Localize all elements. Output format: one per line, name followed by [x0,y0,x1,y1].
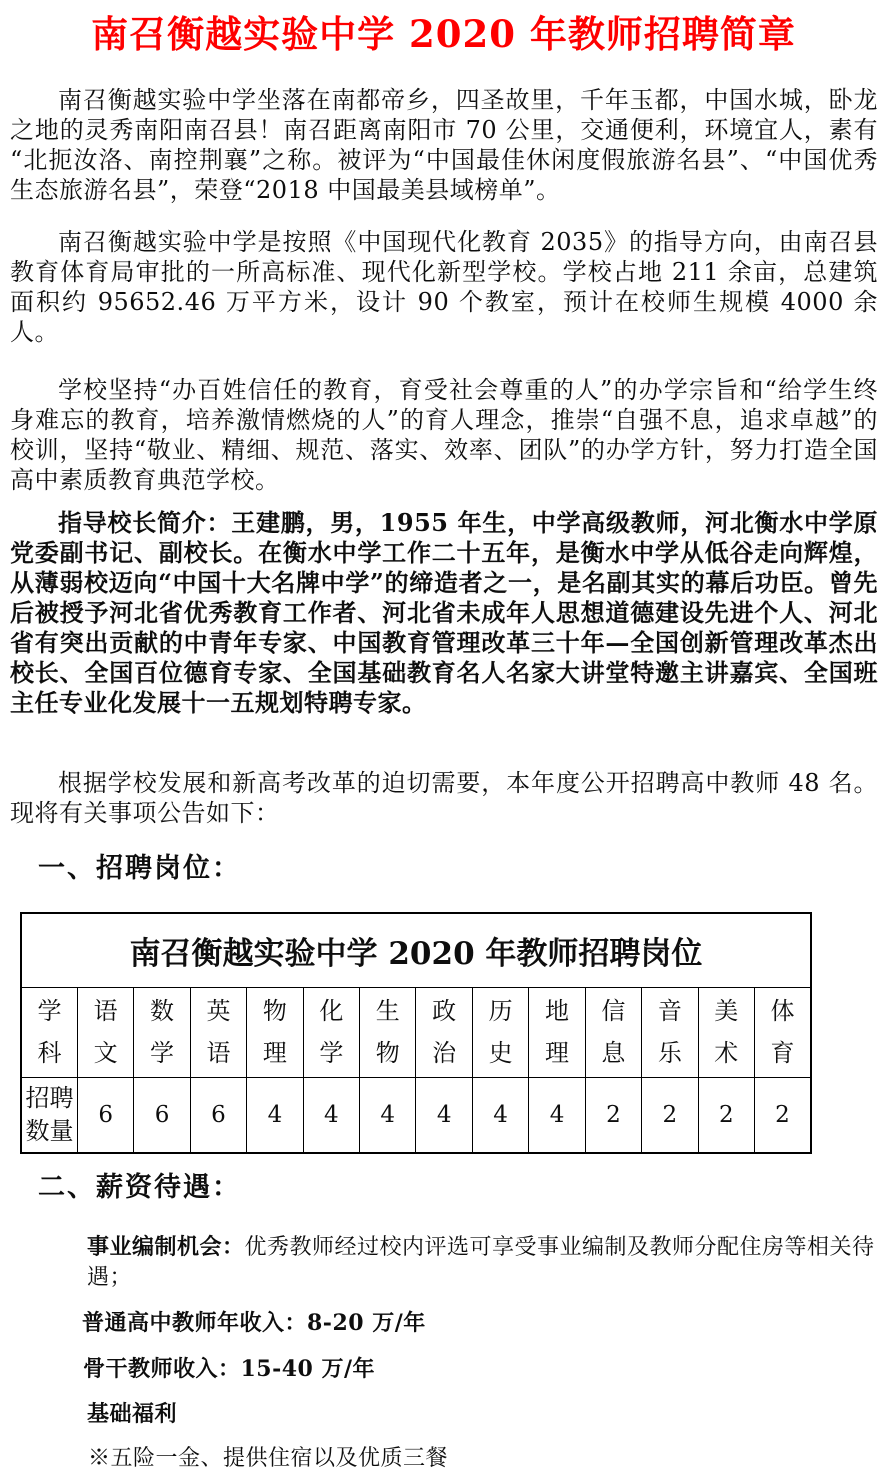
salary-item-backbone-income [83,1354,877,1385]
count-cell-pe: 2 [754,1077,811,1153]
salary-item-regular-income [82,1308,877,1339]
subject-cell-it: 信息 [585,987,641,1077]
principal-bio-paragraph: 指导校长简介：王建鹏，男，1955 年生，中学高级教师，河北衡水中学原党委副书记、副校长。在衡水中学工作二十五年，是衡水中学从低谷走向辉煌，从薄弱校迈向“中国十大名牌中学”的缔造者之一，是名副其实的幕后功臣。曾先后被授予河北省优秀教育工作者、河北省未成年人思想道德建设先进个人、河北省有突出贡献的中青年专家、中国教育管理改革三十年—全国创新管理改革杰出校长、全国百位德育专家、全国基础教育名人名家大讲堂特邀主讲嘉宾、全国班主任专业化发展十一五规划特聘专家。 [10,508,878,717]
count-cell-art: 2 [698,1077,754,1153]
intro-paragraph-school: 南召衡越实验中学是按照《中国现代化教育 2035》的指导方向，由南召县教育体育局审批的一所高标准、现代化新型学校。学校占地 211 余亩，总建筑面积约 95652.46 万平方米，设计 90 个教室，预计在校师生规模 4000 余人。 [10,228,878,346]
subject-row-header-cell [21,987,77,1077]
count-cell-it: 2 [585,1077,641,1153]
salary-item-insurance-housing-meals [88,1443,877,1474]
subject-cell-chemistry: 化学 [303,987,359,1077]
count-cell-chinese: 6 [77,1077,133,1153]
subject-cell-art: 美术 [698,987,754,1077]
subject-cell-politics: 政治 [416,987,472,1077]
counts-row [21,1077,811,1153]
count-cell-math: 6 [134,1077,190,1153]
section-two-heading: 二、薪资待遇： [38,1172,241,1203]
section-one-heading: 一、招聘岗位： [38,853,241,884]
subject-row-header-label: 学科 [37,997,62,1067]
subject-cell-chinese: 语文 [77,987,133,1077]
count-cell-biology: 4 [360,1077,416,1153]
subject-cell-music: 音乐 [642,987,698,1077]
salary-item-basic-welfare [87,1399,877,1430]
salary-item-label: 基础福利 [87,1401,178,1427]
subject-cell-physics: 物理 [247,987,303,1077]
intro-paragraph-location: 南召衡越实验中学坐落在南都帝乡，四圣故里，千年玉都，中国水城，卧龙之地的灵秀南阳南召县！南召距离南阳市 70 公里，交通便利，环境宜人，素有“北扼汝洛、南控荆襄”之称。被评为“中国最佳休闲度假旅游名县”、“中国优秀生态旅游名县”，荣登“2018 中国最美县域榜单”。 [10,86,878,204]
subject-cell-biology: 生物 [360,987,416,1077]
count-cell-history: 4 [472,1077,528,1153]
subject-cell-pe: 体育 [754,987,811,1077]
count-cell-physics: 4 [247,1077,303,1153]
positions-table-title: 南召衡越实验中学 2020 年教师招聘岗位 [21,913,811,987]
salary-item-establishment [87,1232,877,1293]
salary-item-label: 普通高中教师年收入：8-20 万/年 [82,1310,426,1336]
count-cell-geography: 4 [529,1077,585,1153]
count-row-header-label: 招聘数量 [25,1083,74,1145]
subject-cell-math: 数学 [134,987,190,1077]
count-cell-chemistry: 4 [303,1077,359,1153]
subject-cell-english: 英语 [190,987,246,1077]
salary-item-text: ※五险一金、提供住宿以及优质三餐 [88,1446,449,1471]
positions-table-title-row [21,913,811,987]
subjects-header-row [21,987,811,1077]
subject-cell-geography: 地理 [529,987,585,1077]
salary-item-label: 骨干教师收入：15-40 万/年 [83,1356,376,1382]
count-cell-politics: 4 [416,1077,472,1153]
document-page [0,10,887,1471]
intro-paragraph-philosophy: 学校坚持“办百姓信任的教育，育受社会尊重的人”的办学宗旨和“给学生终身难忘的教育，培养激情燃烧的人”的育人理念，推崇“自强不息，追求卓越”的校训，坚持“敬业、精细、规范、落实、效率、团队”的办学方针，努力打造全国高中素质教育典范学校。 [10,376,878,494]
positions-table [20,912,812,1154]
count-row-header-cell [21,1077,77,1153]
salary-item-text: 优秀教师经过校内评选可享受事业编制及教师分配住房等相关待遇； [87,1235,875,1290]
document-title: 南召衡越实验中学 2020 年教师招聘简章 [91,12,796,56]
count-cell-english: 6 [190,1077,246,1153]
salary-item-label: 事业编制机会： [87,1234,245,1260]
recruitment-intro-paragraph: 根据学校发展和新高考改革的迫切需要，本年度公开招聘高中教师 48 名。现将有关事项公告如下： [10,769,878,827]
subject-cell-history: 历史 [472,987,528,1077]
count-cell-music: 2 [642,1077,698,1153]
